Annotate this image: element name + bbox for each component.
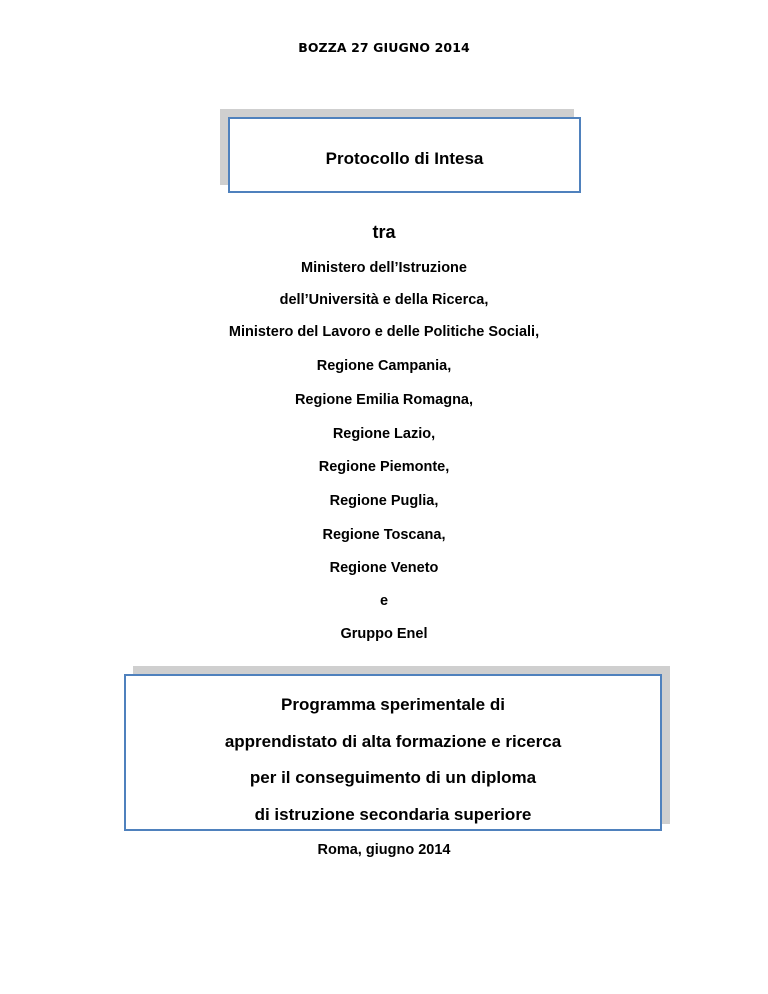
party-line: Regione Piemonte, — [318, 459, 450, 475]
party-line: Ministero dell’Istruzione — [301, 260, 467, 276]
program-box-frame — [124, 674, 662, 831]
party-line: Regione Emilia Romagna, — [294, 392, 474, 408]
program-title-line: di istruzione secondaria superiore — [254, 805, 532, 824]
party-line: Regione Puglia, — [329, 493, 439, 509]
place-date: Roma, giugno 2014 — [317, 842, 451, 858]
party-line: dell’Università e della Ricerca, — [279, 292, 489, 308]
program-title-line: Programma sperimentale di — [281, 695, 505, 714]
document-title: Protocollo di Intesa — [325, 149, 484, 168]
party-line: Regione Lazio, — [332, 426, 436, 442]
party-line: e — [379, 593, 389, 609]
party-line: Regione Toscana, — [322, 527, 446, 543]
program-title-line: per il conseguimento di un diploma — [249, 768, 537, 787]
program-title-line: apprendistato di alta formazione e ricerca — [224, 732, 562, 751]
party-line: Gruppo Enel — [340, 626, 428, 642]
party-line: Regione Veneto — [329, 560, 439, 576]
title-box-frame — [228, 117, 581, 193]
party-line: Regione Campania, — [316, 358, 452, 374]
between-label: tra — [372, 222, 396, 242]
draft-header: BOZZA 27 GIUGNO 2014 — [298, 40, 470, 55]
party-line: Ministero del Lavoro e delle Politiche Sociali, — [228, 324, 540, 340]
